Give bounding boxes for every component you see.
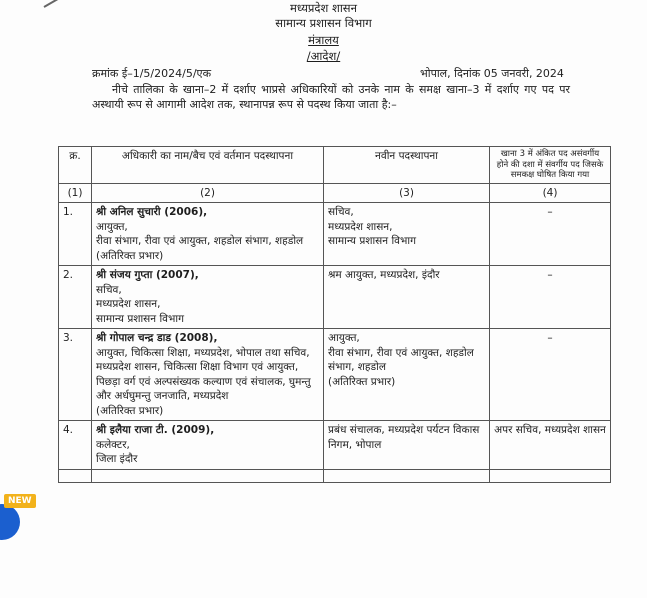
column-number: (1) — [59, 183, 92, 203]
row-sn: 4. — [59, 421, 92, 470]
officer-name: श्री इलैया राजा टी. (2009), — [96, 424, 215, 436]
row-officer-cell — [92, 421, 324, 470]
new-posting-line: सचिव, — [328, 206, 354, 218]
new-posting-line: मध्यप्रदेश शासन, — [328, 220, 393, 233]
column-number: (4) — [490, 183, 611, 203]
officer-name: श्री संजय गुप्ता (2007), — [96, 269, 199, 281]
new-posting-line: रीवा संभाग, रीवा एवं आयुक्त, शहडोल संभाग, शहडोल — [328, 346, 474, 373]
order-label: /आदेश/ — [306, 49, 341, 63]
department-name: सामान्य प्रशासन विभाग — [275, 16, 372, 30]
new-posting-line: (अतिरिक्त प्रभार) — [328, 375, 396, 388]
row-officer-cell — [92, 203, 324, 266]
intro-paragraph: नीचे तालिका के खाना–2 में दर्शाए भाप्रसे अधिकारियों को उनके नाम के समक्ष खाना–3 में दर्शाए गए पद पर अस्थायी रूप से आगामी आदेश तक, स्थानापन्न रूप से पदस्थ किया जाता है:– — [92, 83, 570, 111]
table-header-row — [59, 147, 611, 184]
column-number-row — [59, 183, 611, 203]
column-number: (2) — [92, 183, 324, 203]
column-number: (3) — [324, 183, 490, 203]
row-equivalent: – — [490, 203, 611, 266]
header-new-posting: नवीन पदस्थापना — [324, 147, 490, 184]
new-badge: NEW — [4, 494, 36, 508]
current-posting-line: कलेक्टर, — [96, 438, 130, 451]
chat-bubble-icon[interactable] — [0, 504, 20, 540]
row-new-posting-cell — [324, 329, 490, 421]
new-posting-line: श्रम आयुक्त, मध्यप्रदेश, इंदौर — [328, 269, 440, 281]
current-posting-line: सचिव, — [96, 283, 122, 296]
govt-name: मध्यप्रदेश शासन — [290, 1, 357, 15]
new-posting-line: आयुक्त, — [328, 332, 360, 344]
row-equivalent: अपर सचिव, मध्यप्रदेश शासन — [490, 421, 611, 470]
transfer-table — [58, 146, 611, 483]
current-posting-line: आयुक्त, चिकित्सा शिक्षा, मध्यप्रदेश, भोपाल तथा सचिव, मध्यप्रदेश शासन, चिकित्सा शिक्षा विभाग एवं आयुक्त, पिछड़ा वर्ग एवं अल्पसंख्यक कल्याण एवं संचालक, घुमन्तु और अर्धघुमन्तु जनजाति, मध्यप्रदेश — [96, 346, 311, 402]
new-posting-line: प्रबंध संचालक, मध्यप्रदेश पर्यटन विकास निगम, भोपाल — [328, 424, 480, 451]
row-officer-cell — [92, 329, 324, 421]
header-officer: अधिकारी का नाम/बैच एवं वर्तमान पदस्थापना — [92, 147, 324, 184]
row-new-posting-cell — [324, 421, 490, 470]
header-sn: क्र. — [59, 147, 92, 184]
table-row-partial — [59, 469, 611, 482]
table-row — [59, 266, 611, 329]
officer-name: श्री अनिल सुचारी (2006), — [96, 206, 208, 218]
current-posting-line: (अतिरिक्त प्रभार) — [96, 404, 164, 417]
row-new-posting-cell — [324, 203, 490, 266]
row-officer-cell — [92, 266, 324, 329]
row-new-posting-cell — [324, 266, 490, 329]
new-posting-line: सामान्य प्रशासन विभाग — [328, 235, 417, 247]
row-sn: 1. — [59, 203, 92, 266]
table-row — [59, 421, 611, 470]
row-equivalent: – — [490, 329, 611, 421]
header-equivalent: खाना 3 में अंकित पद असंवर्गीय होने की दशा में संवर्गीय पद जिसके समकक्ष घोषित किया गया — [490, 147, 611, 184]
table-row — [59, 203, 611, 266]
current-posting-line: सामान्य प्रशासन विभाग — [96, 312, 185, 325]
order-number: क्रमांक ई–1/5/2024/5/एक — [92, 67, 212, 80]
officer-name: श्री गोपाल चन्द्र डाड (2008), — [96, 332, 218, 344]
current-posting-line: जिला इंदौर — [96, 453, 138, 465]
row-sn: 3. — [59, 329, 92, 421]
new-feature-widget[interactable] — [0, 494, 34, 534]
current-posting-line: रीवा संभाग, रीवा एवं आयुक्त, शहडोल संभाग, शहडोल — [96, 235, 304, 247]
current-posting-line: मध्यप्रदेश शासन, — [96, 298, 161, 310]
ministry-label: मंत्रालय — [308, 33, 339, 47]
row-equivalent: – — [490, 266, 611, 329]
order-place-date: भोपाल, दिनांक 05 जनवरी, 2024 — [420, 67, 564, 80]
current-posting-line: (अतिरिक्त प्रभार) — [96, 249, 164, 262]
table-row — [59, 329, 611, 421]
row-sn: 2. — [59, 266, 92, 329]
current-posting-line: आयुक्त, — [96, 220, 128, 233]
